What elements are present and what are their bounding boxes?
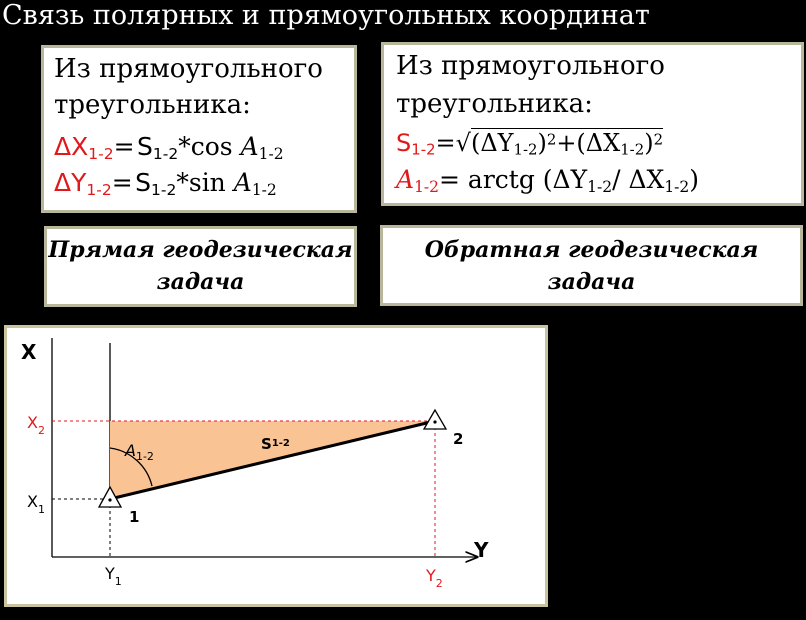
delta-x-formula: $\Delta X_{1-2}=$ $S_{1-2}*\cos$ $A_{1-2}$ [54,132,284,163]
azimuth-formula: $A_{1-2}=$ arctg ($\Delta Y_{1-2}/$ $\Delta X_{1-2}$) [396,165,700,196]
y1-label: $Y_1$ [105,564,122,588]
sqrt-icon: √ [455,129,471,157]
x1-label: $X_1$ [27,492,45,516]
direct-task-line1: Прямая геодезическая [48,237,353,263]
inverse-task-box [380,225,803,306]
angle-label: $A_{1-2}$ [125,441,154,463]
direct-task-line2: задача [156,269,245,295]
y2-label: $Y_2$ [426,566,443,590]
point1-label: 1 [129,508,140,526]
delta-y-formula: $\Delta Y_{1-2}=$ $S_{1-2}*\sin$ $A_{1-2}$ [54,168,277,199]
inverse-task-line2: задача [547,269,636,295]
coordinate-diagram [7,328,545,604]
x2-label: $X_2$ [27,413,45,437]
direct-task-box [44,226,357,307]
right-box-line1: Из прямоугольного [396,51,665,81]
axis-y-label: Y [474,538,489,562]
point2-label: 2 [453,430,464,448]
inverse-formula-box [381,42,804,206]
left-box-line2: треугольника: [54,90,251,120]
right-box-line2: треугольника: [396,89,593,119]
left-box-line1: Из прямоугольного [54,54,323,84]
point2-marker [424,410,446,429]
distance-label: $S^{1-2}$ [261,435,290,453]
direct-formula-box [41,45,357,213]
inverse-task-line1: Обратная геодезическая [424,237,759,263]
diagram-panel [4,325,548,607]
axis-x-label: X [21,340,37,364]
page-title: Связь полярных и прямоугольных координат [2,0,650,31]
distance-formula: $S_{1-2}=√(\Delta Y_{1-2})^2+(\Delta X_{1-2})^2$ [396,129,664,159]
